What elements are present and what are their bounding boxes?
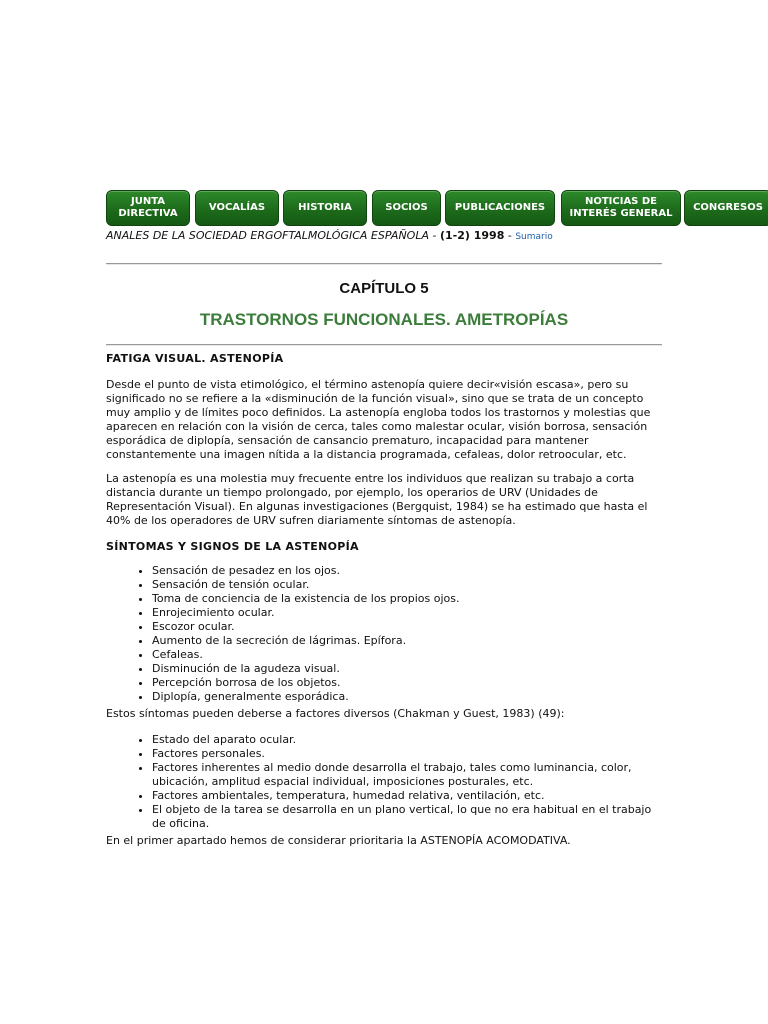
list-item: • Aumento de la secreción de lágrimas. Epífora. bbox=[152, 634, 666, 648]
journal-separator: - bbox=[504, 229, 516, 242]
journal-issue: (1-2) 1998 bbox=[439, 229, 505, 242]
list-item: • Disminución de la agudeza visual. bbox=[152, 662, 666, 676]
journal-name: ANALES DE LA SOCIEDAD ERGOFTALMOLÓGICA ESPAÑOLA bbox=[106, 229, 429, 242]
list-item: • Factores ambientales, temperatura, humedad relativa, ventilación, etc. bbox=[152, 789, 666, 803]
list-item: • Cefaleas. bbox=[152, 648, 666, 662]
journal-separator: - bbox=[429, 229, 440, 242]
symptoms-list bbox=[106, 564, 666, 704]
divider-top bbox=[106, 263, 662, 265]
nav-socios[interactable]: SOCIOS bbox=[372, 190, 441, 226]
nav-publicaciones[interactable]: PUBLICACIONES bbox=[445, 190, 555, 226]
list-item: • Toma de conciencia de la existencia de los propios ojos. bbox=[152, 592, 666, 606]
divider-title bbox=[106, 344, 662, 346]
list-item: • Enrojecimiento ocular. bbox=[152, 606, 666, 620]
paragraph: La astenopía es una molestia muy frecuente entre los individuos que realizan su trabajo a corta distancia durante un tiempo prolongado, por ejemplo, los operarios de URV (Unidades de Representación Visual). En algunas investigaciones (Bergquist, 1984) se ha estimado que hasta el 40% de los operadores de URV sufren diariamente síntomas de astenopía. bbox=[106, 472, 648, 527]
list-item: • El objeto de la tarea se desarrolla en un plano vertical, lo que no era habitual en el trabajo de oficina. bbox=[152, 803, 666, 831]
article-body bbox=[106, 352, 666, 858]
list-item: • Diplopía, generalmente esporádica. bbox=[152, 690, 666, 704]
list-item: • Sensación de pesadez en los ojos. bbox=[152, 564, 666, 578]
chapter-title: TRASTORNOS FUNCIONALES. AMETROPÍAS bbox=[199, 310, 569, 329]
nav-vocalias[interactable]: VOCALÍAS bbox=[195, 190, 279, 226]
journal-reference bbox=[106, 229, 666, 244]
chapter-heading: CAPÍTULO 5 bbox=[339, 280, 429, 297]
paragraph: Desde el punto de vista etimológico, el término astenopía quiere decir«visión escasa», pero su significado no se refiere a la «disminución de la función visual», sino que se trata de un concepto muy amplio y de límites poco definidos. La astenopía engloba todos los trastornos y molestias que aparecen en relación con la visión de cerca, tales como malestar ocular, visión borrosa, sensación esporádica de diplopía, sensación de cansancio prematuro, incapacidad para mantener constantemente una imagen nítida a la distancia programada, cefaleas, dolor retroocular, etc. bbox=[106, 378, 651, 461]
list-item: • Escozor ocular. bbox=[152, 620, 666, 634]
list-item: • Estado del aparato ocular. bbox=[152, 733, 666, 747]
nav-junta-directiva[interactable]: JUNTA DIRECTIVA bbox=[106, 190, 190, 226]
list-item: • Percepción borrosa de los objetos. bbox=[152, 676, 666, 690]
list-item: • Factores inherentes al medio donde desarrolla el trabajo, tales como luminancia, color, ubicación, amplitud espacial individual, imposiciones posturales, etc. bbox=[152, 761, 666, 789]
nav-historia[interactable]: HISTORIA bbox=[283, 190, 367, 226]
factors-intro: Estos síntomas pueden deberse a factores diversos (Chakman y Guest, 1983) (49): bbox=[106, 707, 565, 720]
factors-list bbox=[106, 733, 666, 831]
nav-congresos[interactable]: CONGRESOS bbox=[684, 190, 768, 226]
list-item: • Factores personales. bbox=[152, 747, 666, 761]
section-heading-sintomas: SÍNTOMAS Y SIGNOS DE LA ASTENOPÍA bbox=[106, 540, 359, 553]
section-heading-fatiga: FATIGA VISUAL. ASTENOPÍA bbox=[106, 352, 284, 365]
nav-noticias[interactable]: NOTICIAS DE INTERÉS GENERAL bbox=[561, 190, 681, 226]
summary-link[interactable]: Sumario bbox=[515, 232, 553, 242]
list-item: • Sensación de tensión ocular. bbox=[152, 578, 666, 592]
closing-paragraph: En el primer apartado hemos de considerar prioritaria la ASTENOPÍA ACOMODATIVA. bbox=[106, 834, 571, 847]
